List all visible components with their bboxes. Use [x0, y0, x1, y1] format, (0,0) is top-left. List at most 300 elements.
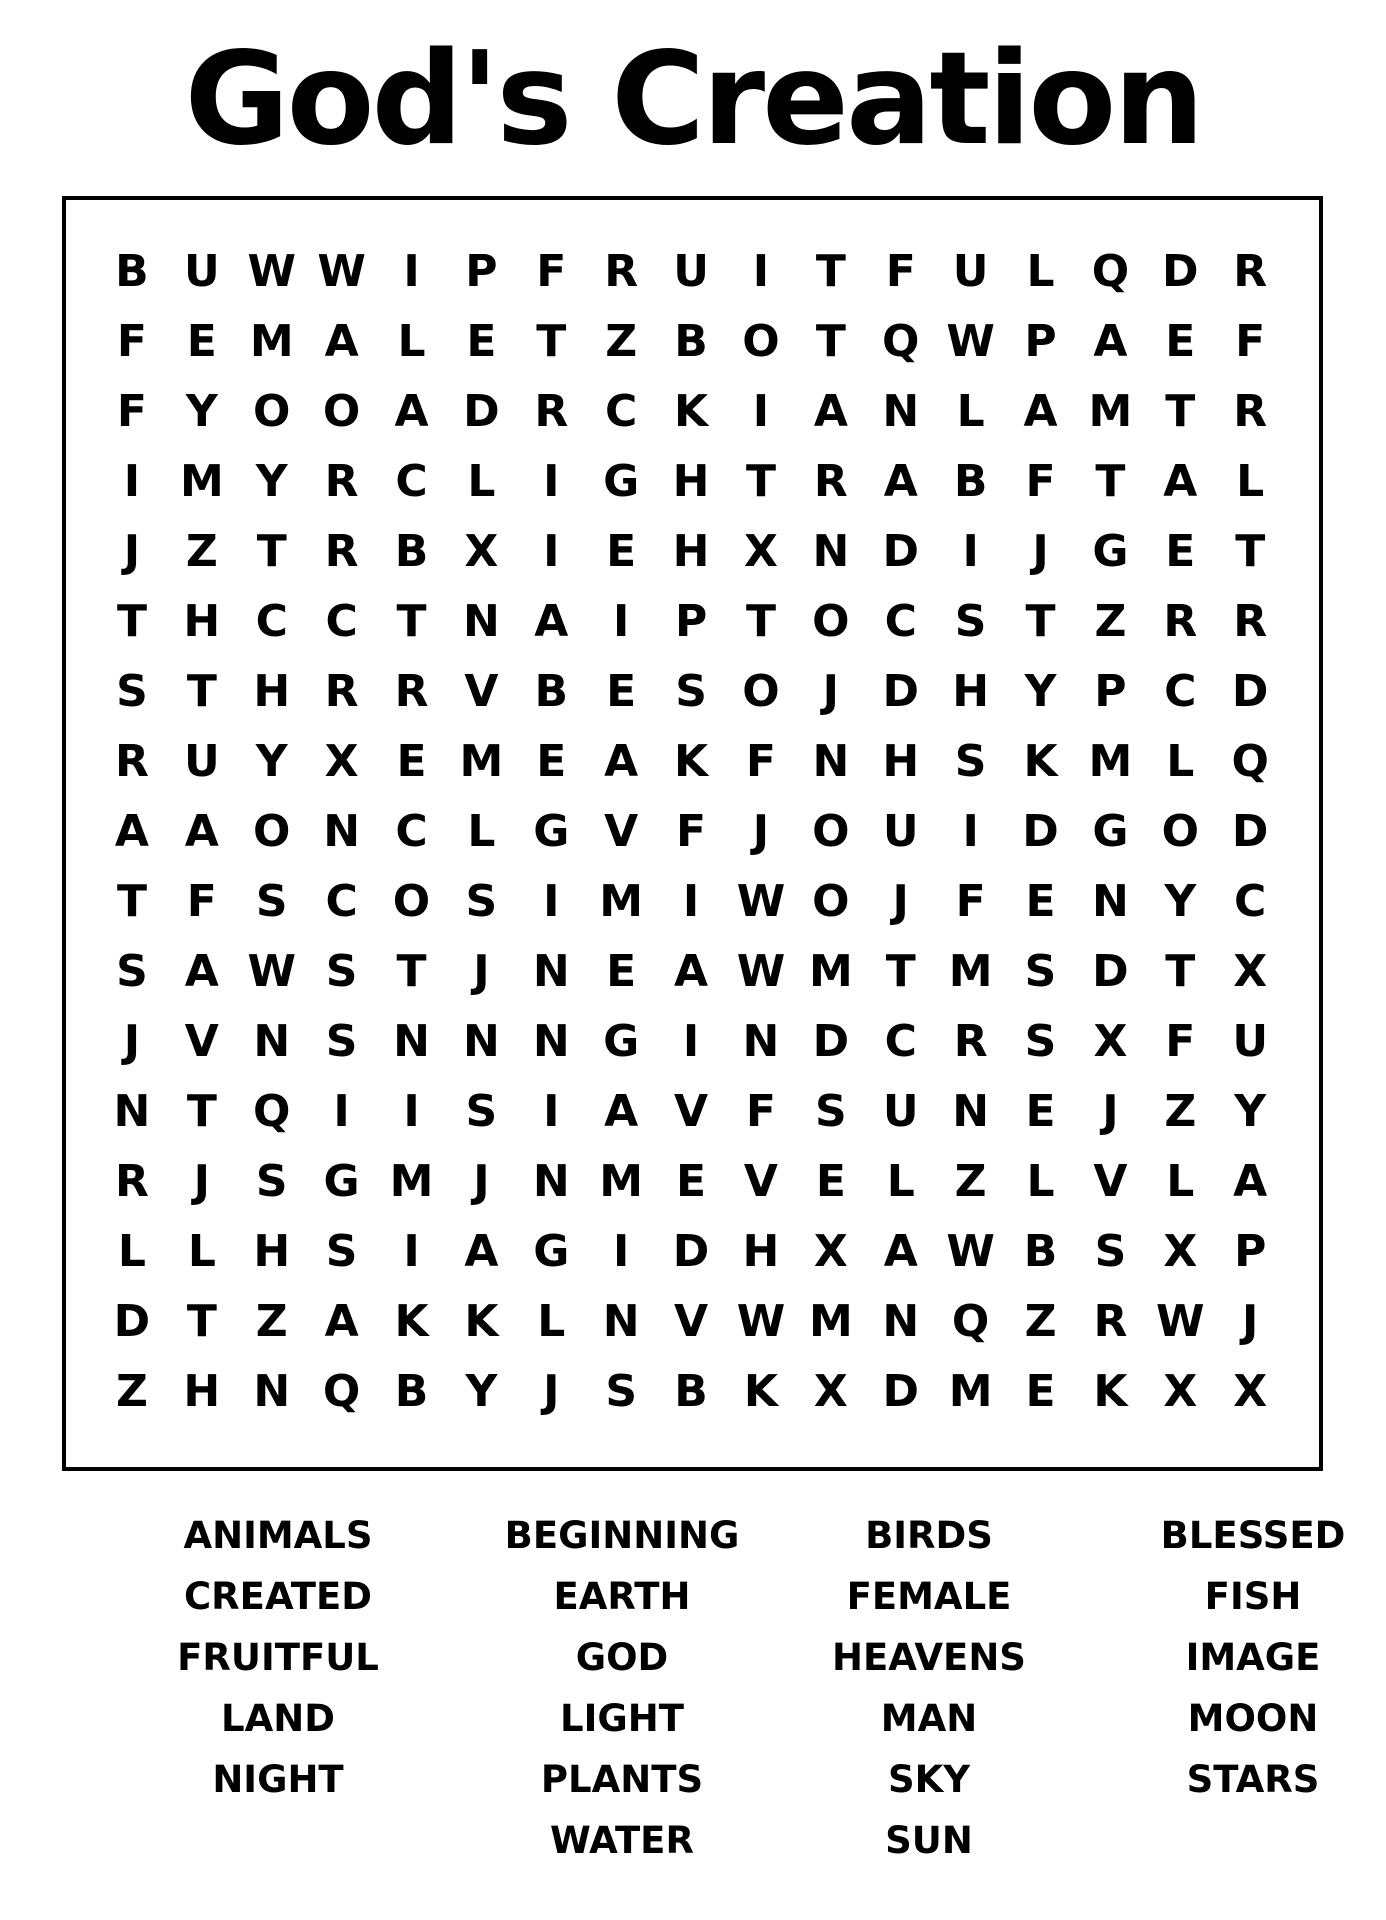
grid-letter: N — [393, 1016, 430, 1067]
grid-letter: U — [882, 1086, 919, 1137]
word-list-item: BEGINNING — [504, 1514, 740, 1557]
grid-letter: Y — [185, 386, 218, 437]
grid-letter: R — [324, 456, 359, 507]
grid-letter: A — [1023, 386, 1058, 437]
grid-letter: A — [1163, 456, 1198, 507]
grid-letter: A — [604, 736, 639, 787]
grid-letter: S — [325, 1226, 358, 1277]
grid-letter: H — [672, 456, 710, 507]
grid-letter: K — [394, 1296, 429, 1347]
grid-letter: I — [123, 456, 141, 507]
word-list-item: FEMALE — [846, 1575, 1012, 1618]
grid-letter: K — [743, 1366, 779, 1417]
word-list-item: SUN — [885, 1819, 973, 1862]
grid-letter: M — [1088, 736, 1133, 787]
grid-letter: I — [682, 876, 700, 927]
grid-letter: Q — [1231, 736, 1269, 787]
word-list-item: EARTH — [553, 1575, 691, 1618]
grid-letter: T — [186, 666, 217, 717]
grid-letter: R — [324, 526, 359, 577]
grid-letter: S — [954, 596, 987, 647]
grid-letter: Y — [1024, 666, 1057, 717]
word-list-item: ANIMALS — [183, 1514, 373, 1557]
grid-letter: X — [1163, 1226, 1198, 1277]
word-list-item: FRUITFUL — [177, 1636, 379, 1679]
grid-letter: J — [543, 1366, 560, 1417]
grid-letter: L — [1166, 1156, 1195, 1207]
grid-letter: V — [184, 1016, 219, 1067]
grid-letter: O — [392, 876, 431, 927]
grid-letter: L — [956, 386, 985, 437]
grid-letter: S — [1024, 946, 1057, 997]
grid-letter: F — [186, 876, 217, 927]
grid-letter: A — [883, 1226, 918, 1277]
grid-letter: T — [186, 1296, 217, 1347]
grid-letter: I — [752, 386, 770, 437]
grid-letter: A — [324, 1296, 359, 1347]
word-list-item: GOD — [575, 1636, 669, 1679]
grid-letter: Y — [255, 736, 288, 787]
grid-letter: S — [1024, 1016, 1057, 1067]
grid-letter: E — [1025, 1366, 1056, 1417]
grid-letter: T — [396, 946, 427, 997]
grid-letter: L — [1236, 456, 1265, 507]
grid-letter: O — [812, 876, 850, 927]
grid-letter: W — [946, 1226, 995, 1277]
grid-letter: C — [884, 1016, 917, 1067]
grid-letter: L — [886, 1156, 915, 1207]
grid-letter: I — [682, 1016, 700, 1067]
grid-letter: R — [534, 386, 569, 437]
grid-letter: H — [183, 1366, 221, 1417]
grid-letter: B — [674, 1366, 708, 1417]
grid-letter: T — [396, 596, 427, 647]
grid-letter: G — [533, 806, 570, 857]
grid-letter: Q — [882, 316, 920, 367]
grid-letter: Q — [253, 1086, 291, 1137]
grid-letter: C — [325, 876, 358, 927]
grid-letter: S — [116, 946, 148, 997]
grid-letter: K — [1023, 736, 1058, 787]
grid-letter: I — [962, 806, 979, 857]
grid-letter: Q — [951, 1296, 990, 1347]
grid-letter: N — [742, 1016, 780, 1067]
grid-letter: H — [672, 526, 710, 577]
grid-letter: T — [815, 316, 846, 367]
grid-letter: H — [882, 736, 920, 787]
grid-letter: T — [885, 946, 916, 997]
grid-letter: E — [396, 736, 427, 787]
grid-letter: Z — [1094, 596, 1127, 647]
grid-letter: X — [324, 736, 359, 787]
grid-letter: A — [184, 806, 219, 857]
grid-letter: R — [1233, 596, 1268, 647]
grid-letter: M — [389, 1156, 434, 1207]
grid-letter: S — [815, 1086, 847, 1137]
grid-letter: I — [543, 1086, 560, 1137]
word-list-item: MOON — [1187, 1697, 1319, 1740]
grid-letter: M — [599, 876, 644, 927]
word-list-item: PLANTS — [540, 1758, 704, 1801]
grid-letter: V — [464, 666, 499, 717]
grid-letter: I — [403, 246, 420, 297]
grid-letter: D — [463, 386, 500, 437]
grid-letter: M — [459, 736, 504, 787]
grid-letter: K — [1093, 1366, 1128, 1417]
grid-letter: Z — [954, 1156, 987, 1207]
grid-letter: D — [882, 1366, 919, 1417]
word-list-item: CREATED — [184, 1575, 372, 1618]
grid-letter: Y — [255, 456, 288, 507]
grid-letter: C — [1164, 666, 1197, 717]
grid-letter: C — [255, 596, 288, 647]
grid-letter: U — [183, 246, 220, 297]
grid-letter: W — [1156, 1296, 1205, 1347]
grid-letter: X — [1233, 1366, 1268, 1417]
grid-letter: X — [813, 1366, 848, 1417]
grid-letter: K — [674, 386, 709, 437]
word-list-item: NIGHT — [212, 1758, 344, 1801]
grid-letter: K — [464, 1296, 499, 1347]
grid-letter: R — [813, 456, 848, 507]
grid-letter: F — [116, 386, 147, 437]
grid-letter: T — [1025, 596, 1056, 647]
grid-letter: V — [743, 1156, 778, 1207]
grid-letter: H — [253, 666, 291, 717]
word-list-item: LIGHT — [560, 1697, 684, 1740]
word-list-item: LAND — [221, 1697, 335, 1740]
grid-letter: T — [536, 316, 567, 367]
grid-letter: N — [532, 1016, 570, 1067]
grid-letter: N — [812, 736, 850, 787]
grid-letter: P — [674, 596, 708, 647]
grid-letter: Y — [465, 1366, 498, 1417]
grid-letter: U — [882, 806, 919, 857]
word-list — [62, 1505, 1346, 1875]
grid-letter: Z — [1024, 1296, 1057, 1347]
word-column-2 — [472, 1505, 772, 1871]
grid-letter: I — [752, 246, 770, 297]
grid-letter: T — [116, 876, 147, 927]
grid-letter: X — [743, 526, 778, 577]
grid-letter: G — [323, 1156, 360, 1207]
grid-letter: C — [605, 386, 638, 437]
grid-letter: E — [1165, 526, 1196, 577]
grid-letter: I — [543, 526, 560, 577]
grid-letter: J — [473, 946, 490, 997]
grid-letter: C — [395, 806, 428, 857]
grid-letter: I — [403, 1226, 420, 1277]
grid-letter: T — [1235, 526, 1266, 577]
grid-letter: X — [1093, 1016, 1128, 1067]
grid-letter: E — [606, 666, 637, 717]
grid-letter: T — [116, 596, 147, 647]
grid-letter: H — [952, 666, 990, 717]
grid-letter: T — [1165, 386, 1196, 437]
grid-letter: R — [394, 666, 429, 717]
letter-grid — [97, 237, 1285, 1427]
grid-letter: M — [948, 946, 993, 997]
grid-letter: Z — [605, 316, 638, 367]
grid-letter: R — [953, 1016, 988, 1067]
grid-letter: J — [1102, 1086, 1119, 1137]
grid-letter: L — [1166, 736, 1195, 787]
grid-letter: J — [822, 666, 840, 717]
grid-letter: R — [604, 246, 639, 297]
grid-letter: N — [253, 1016, 291, 1067]
grid-letter: Y — [1234, 1086, 1267, 1137]
grid-letter: I — [612, 1226, 630, 1277]
grid-letter: N — [462, 596, 500, 647]
grid-letter: N — [812, 526, 850, 577]
grid-letter: R — [1233, 246, 1268, 297]
grid-letter: N — [882, 386, 920, 437]
word-list-item: HEAVENS — [832, 1636, 1026, 1679]
grid-letter: L — [467, 456, 496, 507]
grid-letter: B — [674, 316, 708, 367]
grid-letter: I — [962, 526, 979, 577]
grid-letter: L — [397, 316, 426, 367]
grid-letter: D — [1022, 806, 1059, 857]
grid-letter: T — [815, 246, 846, 297]
grid-letter: E — [536, 736, 567, 787]
grid-letter: O — [1161, 806, 1199, 857]
grid-letter: I — [543, 456, 560, 507]
grid-letter: E — [466, 316, 497, 367]
grid-letter: L — [467, 806, 496, 857]
grid-letter: A — [394, 386, 429, 437]
grid-letter: E — [606, 526, 637, 577]
grid-letter: E — [186, 316, 217, 367]
grid-letter: D — [113, 1296, 151, 1347]
grid-letter: F — [1025, 456, 1056, 507]
grid-letter: M — [179, 456, 224, 507]
grid-letter: S — [255, 1156, 288, 1207]
grid-letter: D — [1162, 246, 1199, 297]
word-list-item: STARS — [1186, 1758, 1320, 1801]
grid-letter: M — [599, 1156, 644, 1207]
grid-letter: Y — [1164, 876, 1197, 927]
grid-letter: E — [606, 946, 637, 997]
grid-letter: A — [464, 1226, 499, 1277]
grid-letter: I — [403, 1086, 420, 1137]
grid-letter: Q — [322, 1366, 361, 1417]
grid-letter: G — [1092, 526, 1129, 577]
grid-letter: X — [813, 1226, 848, 1277]
grid-letter: H — [253, 1226, 291, 1277]
grid-letter: W — [317, 246, 366, 297]
grid-letter: F — [885, 246, 916, 297]
grid-letter: O — [253, 386, 291, 437]
grid-letter: V — [1093, 1156, 1128, 1207]
grid-letter: S — [325, 1016, 358, 1067]
grid-letter: D — [812, 1016, 850, 1067]
grid-letter: A — [604, 1086, 639, 1137]
grid-letter: E — [815, 1156, 846, 1207]
grid-letter: S — [116, 666, 148, 717]
grid-letter: C — [1234, 876, 1267, 927]
page-title: God's Creation — [184, 25, 1202, 174]
grid-letter: I — [333, 1086, 350, 1137]
grid-letter: O — [742, 666, 780, 717]
grid-letter: W — [247, 246, 296, 297]
grid-letter: A — [1233, 1156, 1268, 1207]
grid-letter: C — [884, 596, 917, 647]
word-list-item: WATER — [550, 1819, 694, 1862]
grid-letter: X — [464, 526, 499, 577]
grid-letter: F — [1165, 1016, 1196, 1067]
grid-letter: L — [117, 1226, 146, 1277]
word-column-3 — [779, 1505, 1079, 1871]
grid-letter: Z — [255, 1296, 288, 1347]
grid-letter: C — [395, 456, 428, 507]
grid-letter: G — [603, 456, 640, 507]
grid-letter: O — [812, 596, 850, 647]
grid-letter: U — [952, 246, 989, 297]
grid-letter: S — [675, 666, 707, 717]
grid-letter: T — [745, 596, 776, 647]
grid-letter: T — [186, 1086, 217, 1137]
grid-letter: A — [184, 946, 219, 997]
grid-letter: W — [736, 1296, 786, 1347]
word-list-item: MAN — [880, 1697, 978, 1740]
grid-letter: N — [532, 1156, 570, 1207]
grid-letter: J — [193, 1156, 211, 1207]
grid-letter: M — [808, 1296, 853, 1347]
grid-letter: B — [1023, 1226, 1058, 1277]
grid-letter: R — [1093, 1296, 1128, 1347]
grid-letter: S — [325, 946, 358, 997]
grid-letter: D — [882, 526, 919, 577]
grid-letter: R — [1163, 596, 1198, 647]
grid-letter: E — [1025, 1086, 1056, 1137]
grid-letter: I — [543, 876, 560, 927]
grid-letter: F — [536, 246, 567, 297]
grid-letter: N — [882, 1296, 920, 1347]
grid-letter: F — [745, 1086, 776, 1137]
grid-letter: N — [462, 1016, 500, 1067]
word-list-item: IMAGE — [1185, 1636, 1321, 1679]
grid-letter: L — [1026, 246, 1055, 297]
grid-letter: J — [892, 876, 909, 927]
grid-letter: W — [736, 946, 786, 997]
grid-letter: S — [954, 736, 987, 787]
grid-letter: A — [883, 456, 918, 507]
grid-letter: N — [113, 1086, 151, 1137]
grid-letter: V — [674, 1086, 709, 1137]
grid-letter: N — [1092, 876, 1129, 927]
grid-letter: G — [533, 1226, 570, 1277]
grid-letter: B — [534, 666, 569, 717]
grid-letter: N — [952, 1086, 990, 1137]
grid-letter: D — [1231, 806, 1269, 857]
grid-letter: T — [1165, 946, 1196, 997]
grid-letter: V — [604, 806, 639, 857]
grid-letter: F — [676, 806, 707, 857]
grid-letter: E — [1165, 316, 1196, 367]
grid-letter: O — [253, 806, 291, 857]
word-column-4 — [1103, 1505, 1386, 1810]
grid-letter: Z — [1164, 1086, 1197, 1137]
grid-letter: L — [537, 1296, 566, 1347]
grid-letter: A — [1093, 316, 1128, 367]
grid-letter: F — [745, 736, 776, 787]
grid-letter: O — [322, 386, 361, 437]
word-list-item: BIRDS — [865, 1514, 993, 1557]
grid-letter: R — [115, 736, 149, 787]
grid-letter: O — [812, 806, 850, 857]
grid-letter: B — [115, 246, 149, 297]
grid-letter: K — [674, 736, 709, 787]
grid-letter: D — [1231, 666, 1269, 717]
grid-letter: N — [253, 1366, 291, 1417]
grid-letter: U — [673, 246, 709, 297]
grid-letter: B — [394, 526, 429, 577]
grid-letter: E — [676, 1156, 707, 1207]
grid-letter: N — [532, 946, 570, 997]
grid-letter: J — [473, 1156, 490, 1207]
grid-letter: S — [465, 876, 498, 927]
grid-letter: N — [602, 1296, 640, 1347]
grid-letter: N — [323, 806, 361, 857]
grid-letter: G — [603, 1016, 640, 1067]
grid-letter: D — [882, 666, 919, 717]
grid-letter: B — [394, 1366, 429, 1417]
grid-letter: T — [256, 526, 287, 577]
grid-letter: Q — [1091, 246, 1130, 297]
grid-letter: L — [1026, 1156, 1055, 1207]
grid-letter: X — [1233, 946, 1268, 997]
grid-letter: F — [116, 316, 147, 367]
grid-letter: P — [465, 246, 498, 297]
grid-letter: E — [1025, 876, 1056, 927]
grid-letter: S — [605, 1366, 638, 1417]
grid-letter: U — [1232, 1016, 1269, 1067]
grid-letter: F — [955, 876, 986, 927]
grid-letter: H — [183, 596, 221, 647]
grid-letter: D — [1092, 946, 1129, 997]
word-column-1 — [128, 1505, 428, 1810]
grid-letter: A — [813, 386, 848, 437]
word-list-item: BLESSED — [1160, 1514, 1346, 1557]
grid-letter: P — [1234, 1226, 1267, 1277]
grid-letter: H — [742, 1226, 780, 1277]
grid-letter: U — [183, 736, 220, 787]
grid-letter: M — [1088, 386, 1133, 437]
grid-letter: G — [1092, 806, 1129, 857]
grid-letter: A — [534, 596, 569, 647]
grid-letter: S — [1094, 1226, 1127, 1277]
grid-letter: W — [946, 316, 995, 367]
grid-letter: F — [1235, 316, 1266, 367]
grid-letter: C — [325, 596, 358, 647]
grid-letter: D — [672, 1226, 710, 1277]
grid-letter: I — [612, 596, 630, 647]
grid-letter: R — [1233, 386, 1268, 437]
grid-letter: R — [115, 1156, 149, 1207]
grid-letter: Z — [115, 1366, 148, 1417]
grid-letter: S — [465, 1086, 498, 1137]
grid-letter: P — [1094, 666, 1127, 717]
grid-letter: Z — [185, 526, 218, 577]
grid-letter: J — [123, 526, 141, 577]
grid-letter: M — [808, 946, 853, 997]
grid-letter: A — [324, 316, 359, 367]
grid-letter: J — [123, 1016, 141, 1067]
grid-letter: W — [247, 946, 296, 997]
word-list-item: SKY — [887, 1758, 971, 1801]
grid-letter: L — [187, 1226, 216, 1277]
